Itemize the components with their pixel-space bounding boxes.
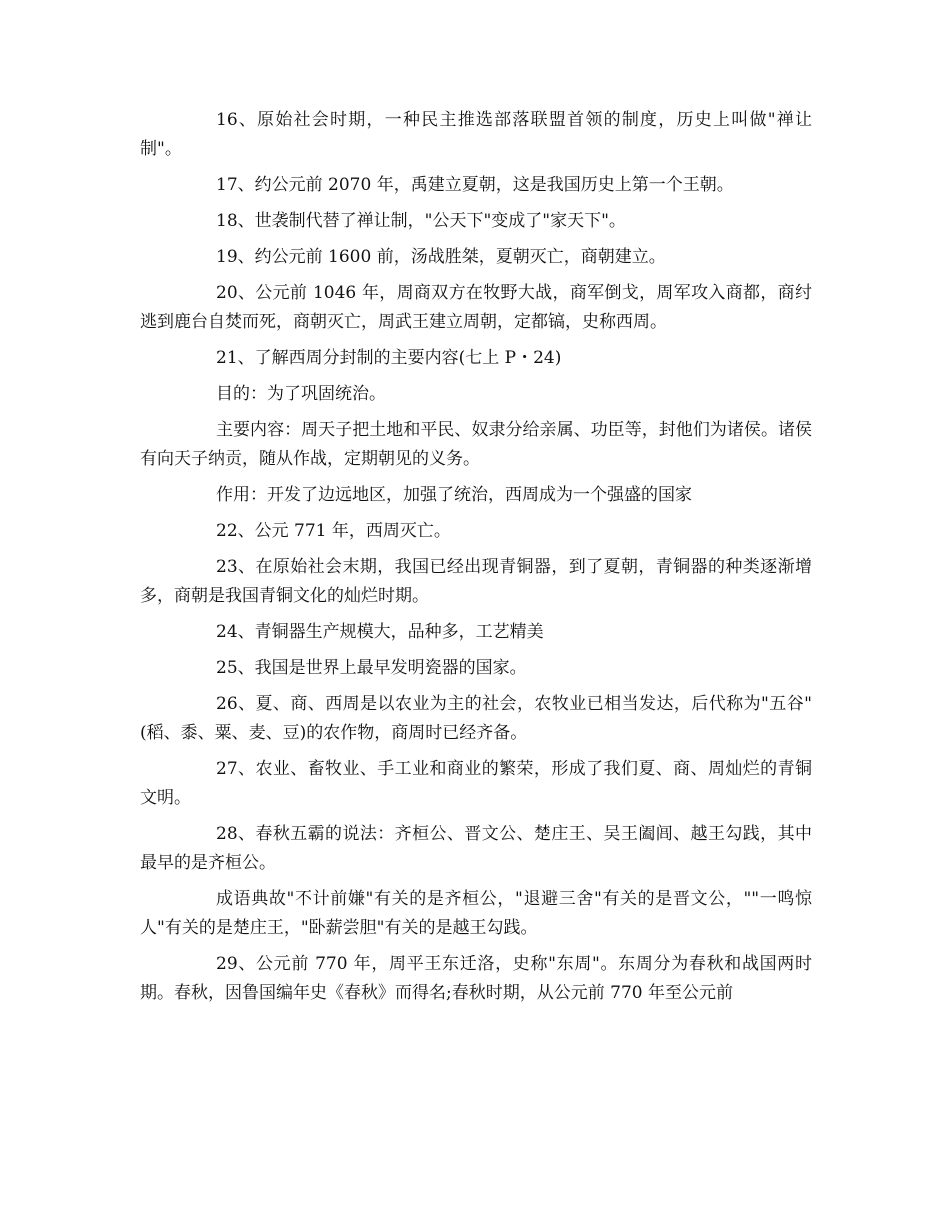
paragraph-22: 22、公元 771 年，西周灭亡。 — [216, 521, 451, 541]
paragraph-21: 21、了解西周分封制的主要内容(七上 P・24) — [216, 348, 562, 368]
paragraph-18: 18、世袭制代替了禅让制，"公天下"变成了"家天下"。 — [216, 211, 626, 231]
paragraph-20: 20、公元前 1046 年，周商双方在牧野大战，商军倒戈，周军攻入商都，商纣逃到鹿台自焚而死，商朝灭亡，周武王建立周朝，定都镐，史称西周。 — [140, 283, 812, 332]
paragraph-effect: 作用：开发了边远地区，加强了统治，西周成为一个强盛的国家 — [216, 485, 692, 505]
paragraph-purpose: 目的：为了巩固统治。 — [216, 384, 386, 404]
paragraph-idioms: 成语典故"不计前嫌"有关的是齐桓公，"退避三舍"有关的是晋文公，""一鸣惊人"有关的是楚庄王，"卧薪尝胆"有关的是越王勾践。 — [140, 889, 812, 938]
paragraph-24: 24、青铜器生产规模大，品种多，工艺精美 — [216, 622, 544, 642]
paragraph-27: 27、农业、畜牧业、手工业和商业的繁荣，形成了我们夏、商、周灿烂的青铜文明。 — [140, 759, 812, 808]
paragraph-28: 28、春秋五霸的说法：齐桓公、晋文公、楚庄王、吴王阖闾、越王勾践，其中最早的是齐桓公。 — [140, 824, 812, 873]
paragraph-main-content: 主要内容：周天子把土地和平民、奴隶分给亲属、功臣等，封他们为诸侯。诸侯有向天子纳贡，随从作战，定期朝见的义务。 — [140, 420, 812, 469]
document-body — [140, 106, 812, 1015]
paragraph-19: 19、约公元前 1600 前，汤战胜桀，夏朝灭亡，商朝建立。 — [216, 247, 666, 267]
paragraph-25: 25、我国是世界上最早发明瓷器的国家。 — [216, 658, 527, 678]
paragraph-29: 29、公元前 770 年，周平王东迁洛，史称"东周"。东周分为春秋和战国两时期。春秋，因鲁国编年史《春秋》而得名;春秋时期，从公元前 770 年至公元前 — [140, 954, 812, 1003]
paragraph-23: 23、在原始社会末期，我国已经出现青铜器，到了夏朝，青铜器的种类逐渐增多，商朝是我国青铜文化的灿烂时期。 — [140, 557, 812, 606]
paragraph-16: 16、原始社会时期，一种民主推选部落联盟首领的制度，历史上叫做"禅让制"。 — [140, 110, 812, 159]
paragraph-26: 26、夏、商、西周是以农业为主的社会，农牧业已相当发达，后代称为"五谷"(稻、黍、粟、麦、豆)的农作物，商周时已经齐备。 — [140, 694, 812, 743]
paragraph-17: 17、约公元前 2070 年，禹建立夏朝，这是我国历史上第一个王朝。 — [216, 175, 734, 195]
